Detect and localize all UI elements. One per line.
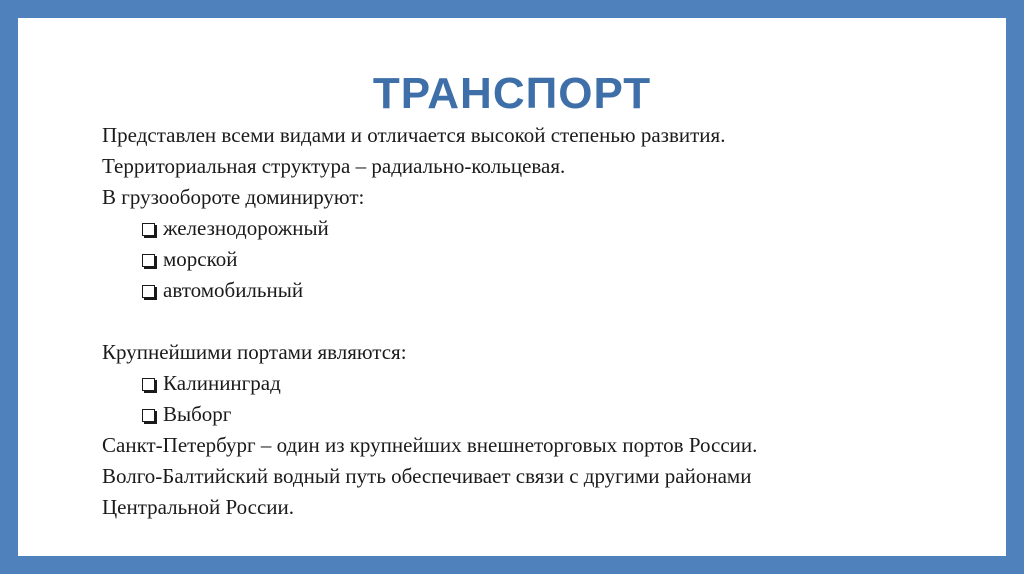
list-item-label: Калининград (163, 371, 281, 395)
outro-line: Центральной России. (102, 495, 294, 519)
intro-line: Представлен всеми видами и отличается высокой степенью развития. (102, 123, 726, 147)
ports-heading: Крупнейшими портами являются: (102, 340, 407, 364)
outro-line: Волго-Балтийский водный путь обеспечивает связи с другими районами (102, 464, 752, 488)
list-item-label: автомобильный (163, 278, 304, 302)
slide-title: ТРАНСПОРТ (372, 69, 652, 118)
checkbox-icon (142, 254, 155, 267)
list-item-label: Выборг (163, 402, 232, 426)
list-item (102, 399, 982, 430)
slide (18, 18, 1006, 556)
spacer (102, 306, 982, 337)
list-item (102, 244, 982, 275)
list-item-label: железнодорожный (163, 216, 329, 240)
intro-line: В грузообороте доминируют: (102, 185, 365, 209)
intro-line: Территориальная структура – радиально-кольцевая. (102, 154, 566, 178)
checkbox-icon (142, 378, 155, 391)
list-item (102, 368, 982, 399)
list-item (102, 213, 982, 244)
list-item (102, 275, 982, 306)
outro-line: Санкт-Петербург – один из крупнейших внешнеторговых портов России. (102, 433, 758, 457)
checkbox-icon (142, 409, 155, 422)
list-item-label: морской (163, 247, 238, 271)
checkbox-icon (142, 285, 155, 298)
slide-body (102, 120, 982, 523)
checkbox-icon (142, 223, 155, 236)
